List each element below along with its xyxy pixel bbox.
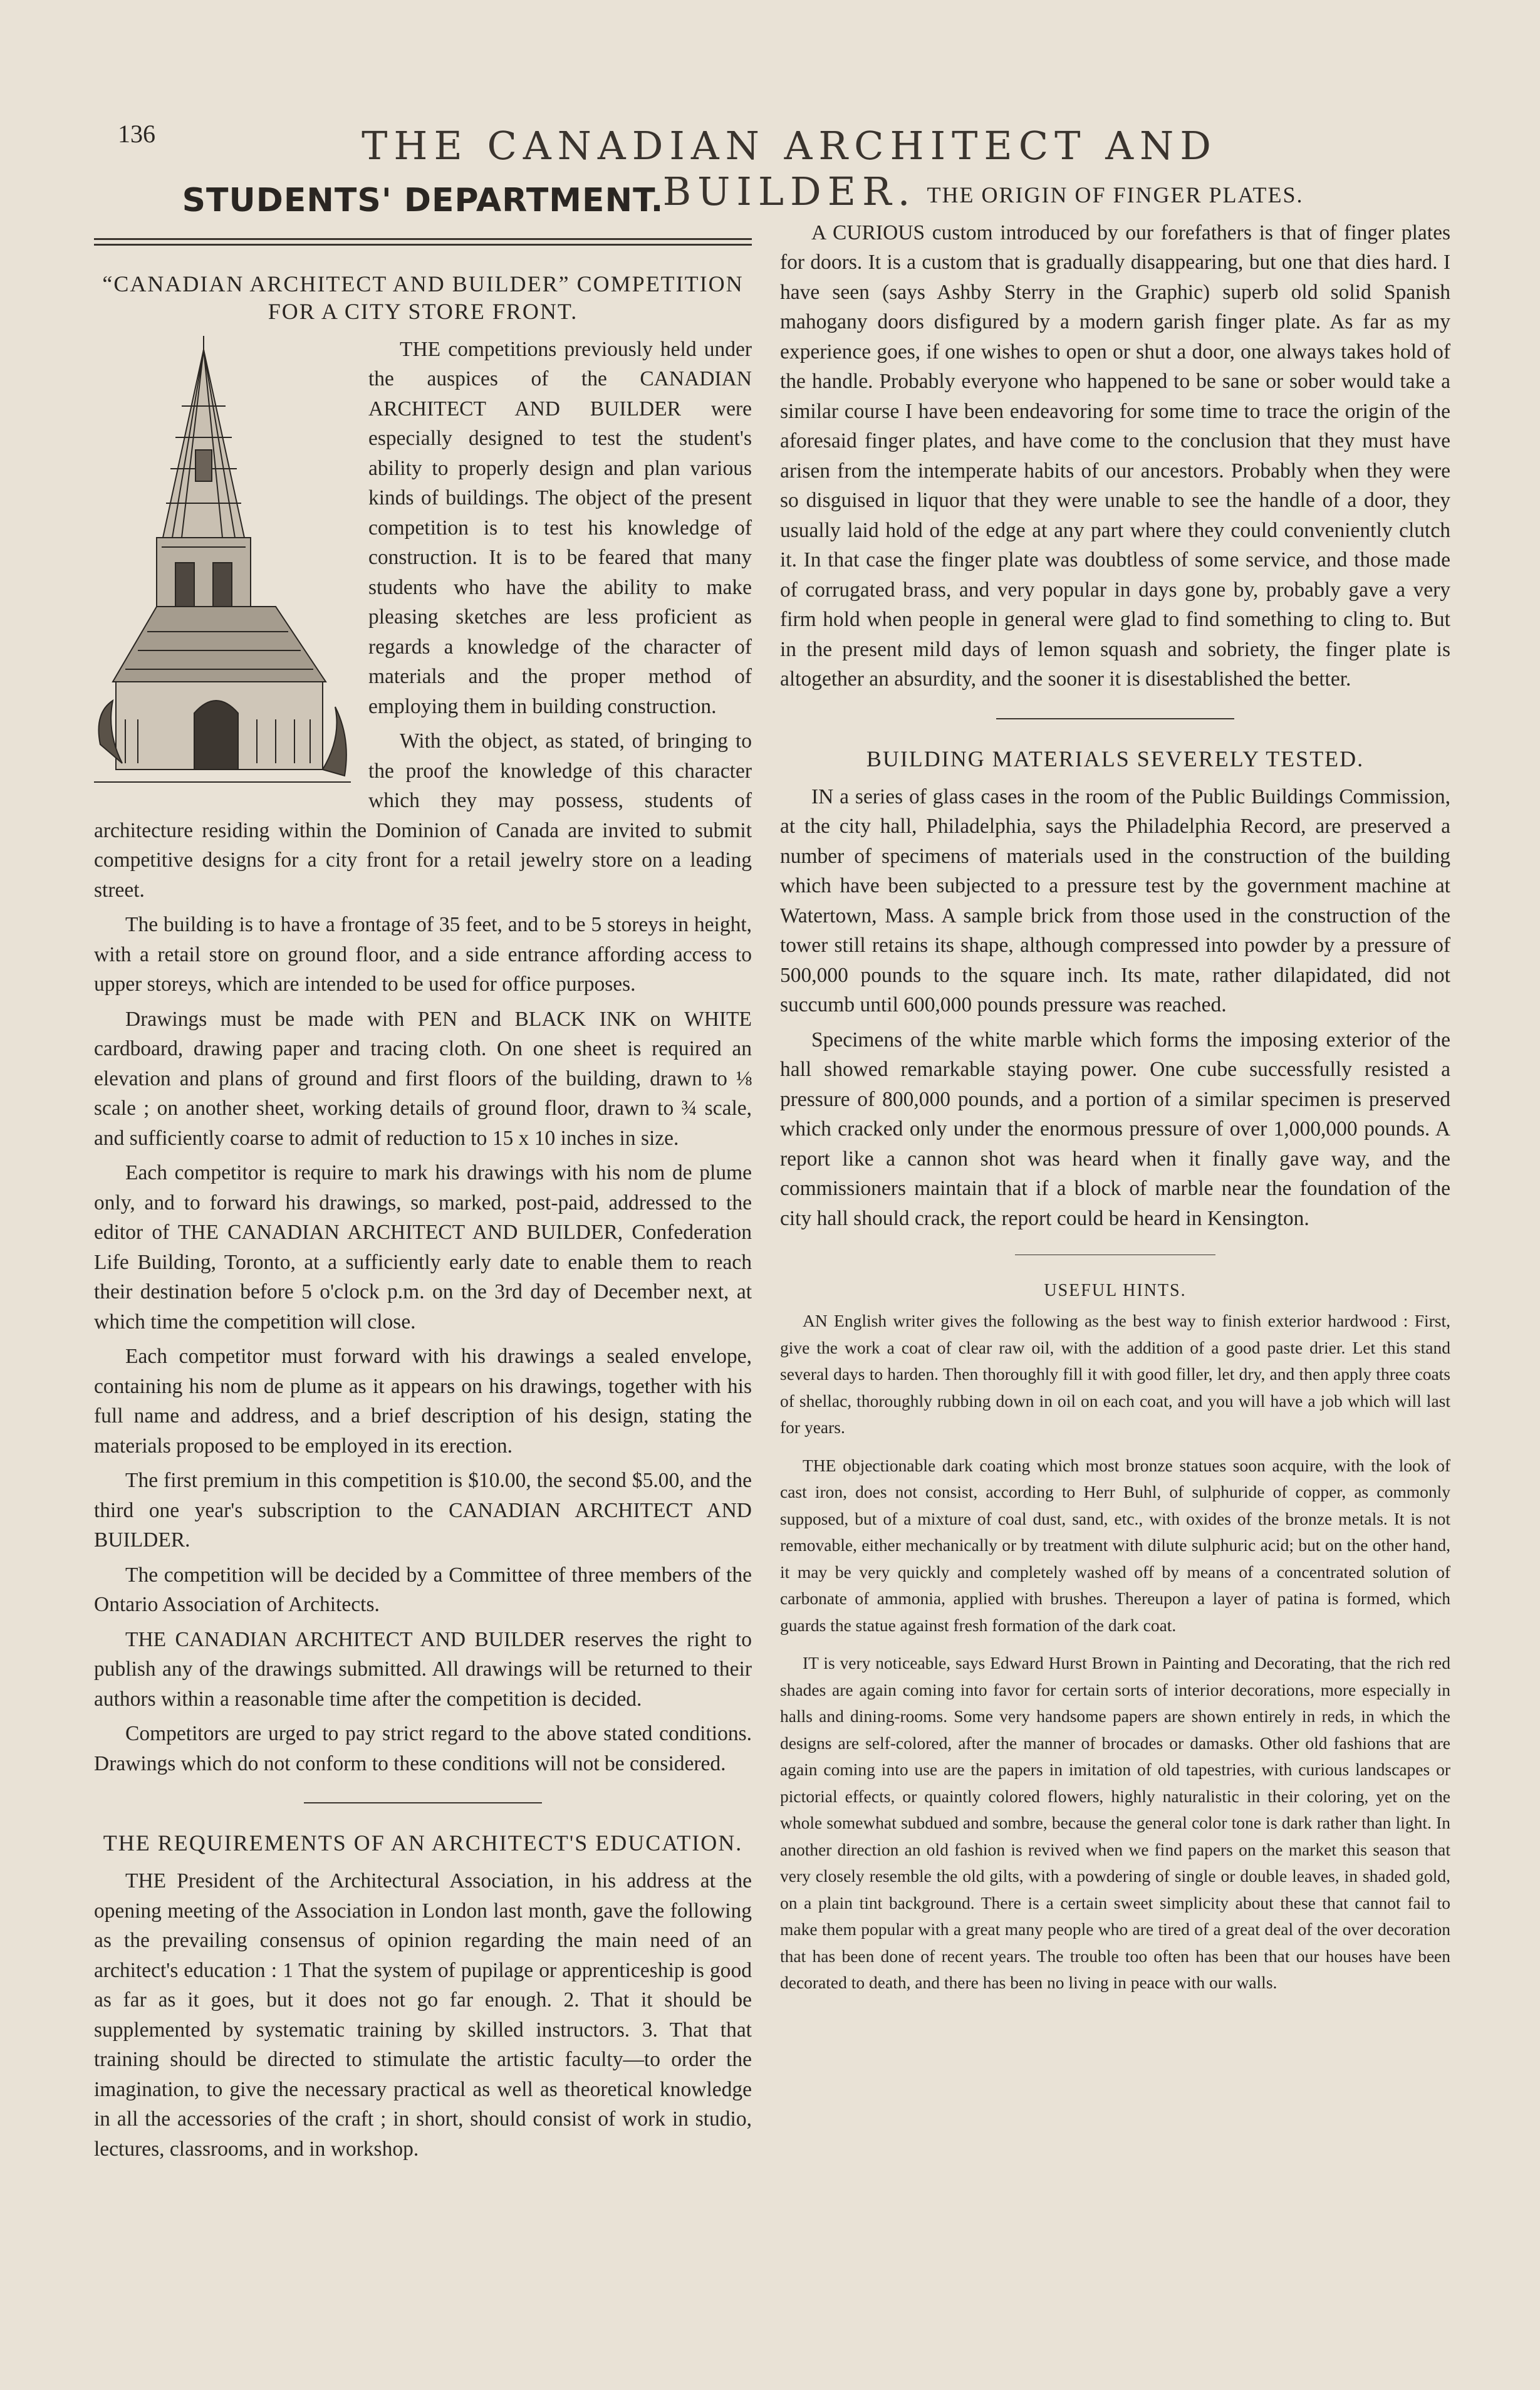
right-column bbox=[780, 182, 1450, 1996]
competition-paragraph: Each competitor is require to mark his drawings with his nom de plume only, and to forward his drawings, so marked, post-paid, addressed to the editor of THE CANADIAN ARCHITECT AND BUILDER, Confederation Life Building, Toronto, at a sufficiently early date to enable them to reach their destination before 5 o'clock p.m. on the 3rd day of December next, at which time the competition will close. bbox=[94, 1161, 752, 1333]
page-number: 136 bbox=[118, 120, 155, 148]
requirements-article bbox=[94, 1830, 752, 2164]
hints-article bbox=[780, 1280, 1450, 1996]
competition-paragraph: Drawings must be made with PEN and BLACK INK on WHITE cardboard, drawing paper and tracing cloth. On one sheet is required an elevation and plans of ground and first floors of the building, drawn to ⅛ scale ; on another sheet, working details of ground floor, drawn to ¾ scale, and sufficiently coarse to admit of reduction to 15 x 10 inches in size. bbox=[94, 1007, 752, 1150]
department-title: STUDENTS' DEPARTMENT. bbox=[182, 182, 664, 219]
competition-title: “CANADIAN ARCHITECT AND BUILDER” COMPETITION FOR A CITY STORE FRONT. bbox=[102, 271, 744, 324]
hints-paragraph: IT is very noticeable, says Edward Hurst Brown in Painting and Decorating, that the rich red shades are again coming into favor for certain sorts of interior decorations, more especially in halls and dining-rooms. Some very handsome papers are shown entirely in reds, in which the designs are self-colored, after the manner of brocades or damasks. Other old fashions that are again coming into use are the papers in imitation of old tapestries, with curious landscapes or pictorial effects, or quaintly colored flowers, highly naturalistic in their coloring, yet on the whole somewhat subdued and sombre, because the general color tone is dark rather than light. In another direction an old fashion is revived when we find papers on the market this season that very closely resemble the old gilts, with a powdering of single or double leaves, in shaded gold, on a plain tint background. There is a certain sweet simplicity about these that cannot fail to make them popular with a great many people who are tired of a great deal of the over decoration that has been done of recent years. The trouble too often has been that our houses have been decorated to death, and there has been no living in peace with our walls. bbox=[780, 1653, 1450, 1993]
church-spire-icon bbox=[88, 331, 357, 795]
hints-title: USEFUL HINTS. bbox=[1044, 1281, 1187, 1301]
finger-plates-article bbox=[780, 182, 1450, 694]
materials-paragraph: Specimens of the white marble which forms the imposing exterior of the hall showed remarkable staying power. One cube successfully resisted a pressure of 800,000 pounds, and a portion of a similar specimen is preserved which cracked only under the enormous pressure of over 1,000,000 pounds. A report like a cannon shot was heard when it finally gave way, and the commissioners maintain that if a block of marble near the foundation of the city hall should crack, the report could be heard in Kensington. bbox=[780, 1028, 1450, 1230]
competition-paragraph: Competitors are urged to pay strict regard to the above stated conditions. Drawings which do not conform to these conditions will not be considered. bbox=[94, 1722, 752, 1775]
competition-paragraph: The building is to have a frontage of 35 feet, and to be 5 storeys in height, with a retail store on ground floor, and a side entrance affording access to upper storeys, which are intended to be used for office purposes. bbox=[94, 913, 752, 996]
competition-article bbox=[94, 271, 752, 1778]
finger-plates-paragraph: A CURIOUS custom introduced by our forefathers is that of finger plates for doors. It is a custom that is gradually disappearing, but one that dies hard. I have seen (says Ashby Sterry in the Graphic) superb old solid Spanish mahogany doors disfigured by a modern garish finger plate. As far as my experience goes, if one wishes to open or shut a door, one always takes hold of the handle. Probably everyone who happened to be sane or sober would take a similar course I have been endeavoring for some time to trace the origin of the aforesaid finger plates, and have come to the conclusion that they must have arisen from the intemperate habits of our ancestors. Probably when they were so disguised in liquor that they were unable to see the handle of a door, they usually laid hold of the edge at any part where they could conveniently clutch it. In that case the finger plate was doubtless of some service, and those made of corrugated brass, and very popular in days gone by, probably gave a very firm hold when people in general were glad to find something to cling to. But in the present mild days of lemon squash and sobriety, the finger plate is altogether an absurdity, and the sooner it is disestablished the better. bbox=[780, 221, 1450, 691]
church-spire-illustration bbox=[88, 331, 357, 795]
competition-paragraph: Each competitor must forward with his drawings a sealed envelope, containing his nom de plume as it appears on his drawings, together with his full name and address, and a brief description of his design, stating the materials proposed to be employed in its erection. bbox=[94, 1345, 752, 1458]
competition-body bbox=[94, 335, 752, 1779]
requirements-paragraph: THE President of the Architectural Association, in his address at the opening meeting of the Association in London last month, gave the following as the prevailing consensus of opinion regarding the main need of an architect's education : 1 That the system of pupilage or apprenticeship is good as far as it goes, but it does not go far enough. 2. That it should be supplemented by systematic training by skilled instructors. 3. That that training should be directed to stimulate the artistic faculty—to order the imagination, to give the necessary practical as well as theoretical knowledge in all the accessories of the craft ; in short, should consist of work in studio, lectures, classrooms, and in workshop. bbox=[94, 1869, 752, 2161]
requirements-title: THE REQUIREMENTS OF AN ARCHITECT'S EDUCATION. bbox=[103, 1830, 743, 1856]
competition-paragraph: The first premium in this competition is $10.00, the second $5.00, and the third one year's subscription to the CANADIAN ARCHITECT AND BUILDER. bbox=[94, 1469, 752, 1552]
materials-article bbox=[780, 746, 1450, 1233]
finger-plates-title: THE ORIGIN OF FINGER PLATES. bbox=[927, 182, 1304, 207]
materials-paragraph: IN a series of glass cases in the room of the Public Buildings Commission, at the city hall, Philadelphia, says the Philadelphia Record, are preserved a number of specimens of materials used in the construction of the building which have been subjected to a pressure test by the government machine at Watertown, Mass. A sample brick from those used in the construction of the tower still retains its shape, although compressed into powder by a pressure of 500,000 pounds to the square inch. Its mate, rather dilapidated, did not succumb until 600,000 pounds pressure was reached. bbox=[780, 785, 1450, 1017]
running-head: THE CANADIAN ARCHITECT AND BUILDER. bbox=[362, 123, 1217, 214]
section-divider bbox=[996, 718, 1234, 719]
competition-paragraph: With the object, as stated, of bringing to the proof the knowledge of this character which they may possess, students of architecture residing within the Dominion of Canada are invited to submit competitive designs for a city front for a retail jewelry store on a leading street. bbox=[94, 729, 752, 902]
double-rule bbox=[94, 238, 752, 246]
section-divider bbox=[304, 1802, 542, 1803]
competition-paragraph: The competition will be decided by a Committee of three members of the Ontario Association of Architects. bbox=[94, 1563, 752, 1617]
materials-title: BUILDING MATERIALS SEVERELY TESTED. bbox=[866, 746, 1365, 771]
left-column bbox=[94, 175, 752, 2164]
hints-paragraph: THE objectionable dark coating which most bronze statues soon acquire, with the look of cast iron, does not consist, according to Herr Buhl, of sulphuride of copper, as commonly supposed, but of a mixture of coal dust, sand, etc., with oxides of the bronze metals. It is not removable, either mechanically or by treatment with dilute sulphuric acid; but on the other hand, it may be very quickly and completely washed off by means of a concentrated solution of carbonate of ammonia, applied with brushes. Thereupon a layer of patina is formed, which guards the statue against fresh formation of the dark coat. bbox=[780, 1455, 1450, 1635]
competition-paragraph: THE competitions previously held under the auspices of the CANADIAN ARCHITECT AND BUILDER were especially designed to test the student's ability to properly design and plan various kinds of buildings. The object of the present competition is to test his knowledge of construction. It is to be feared that many students who have the ability to make pleasing sketches are less proficient as regards a knowledge of the character of materials and the proper method of employing them in building construction. bbox=[368, 337, 752, 718]
competition-paragraph: THE CANADIAN ARCHITECT AND BUILDER reserves the right to publish any of the drawings submitted. All drawings will be returned to their authors within a reasonable time after the competition is decided. bbox=[94, 1627, 752, 1711]
hints-paragraph: AN English writer gives the following as the best way to finish exterior hardwood : First, give the work a coat of clear raw oil, with the addition of a good paste drier. Let this stand several days to harden. Then thoroughly fill it with good filler, let dry, and then apply three coats of shellac, thoroughly rubbing down in oil on each coat, and you will have a job which will last for years. bbox=[780, 1311, 1450, 1438]
